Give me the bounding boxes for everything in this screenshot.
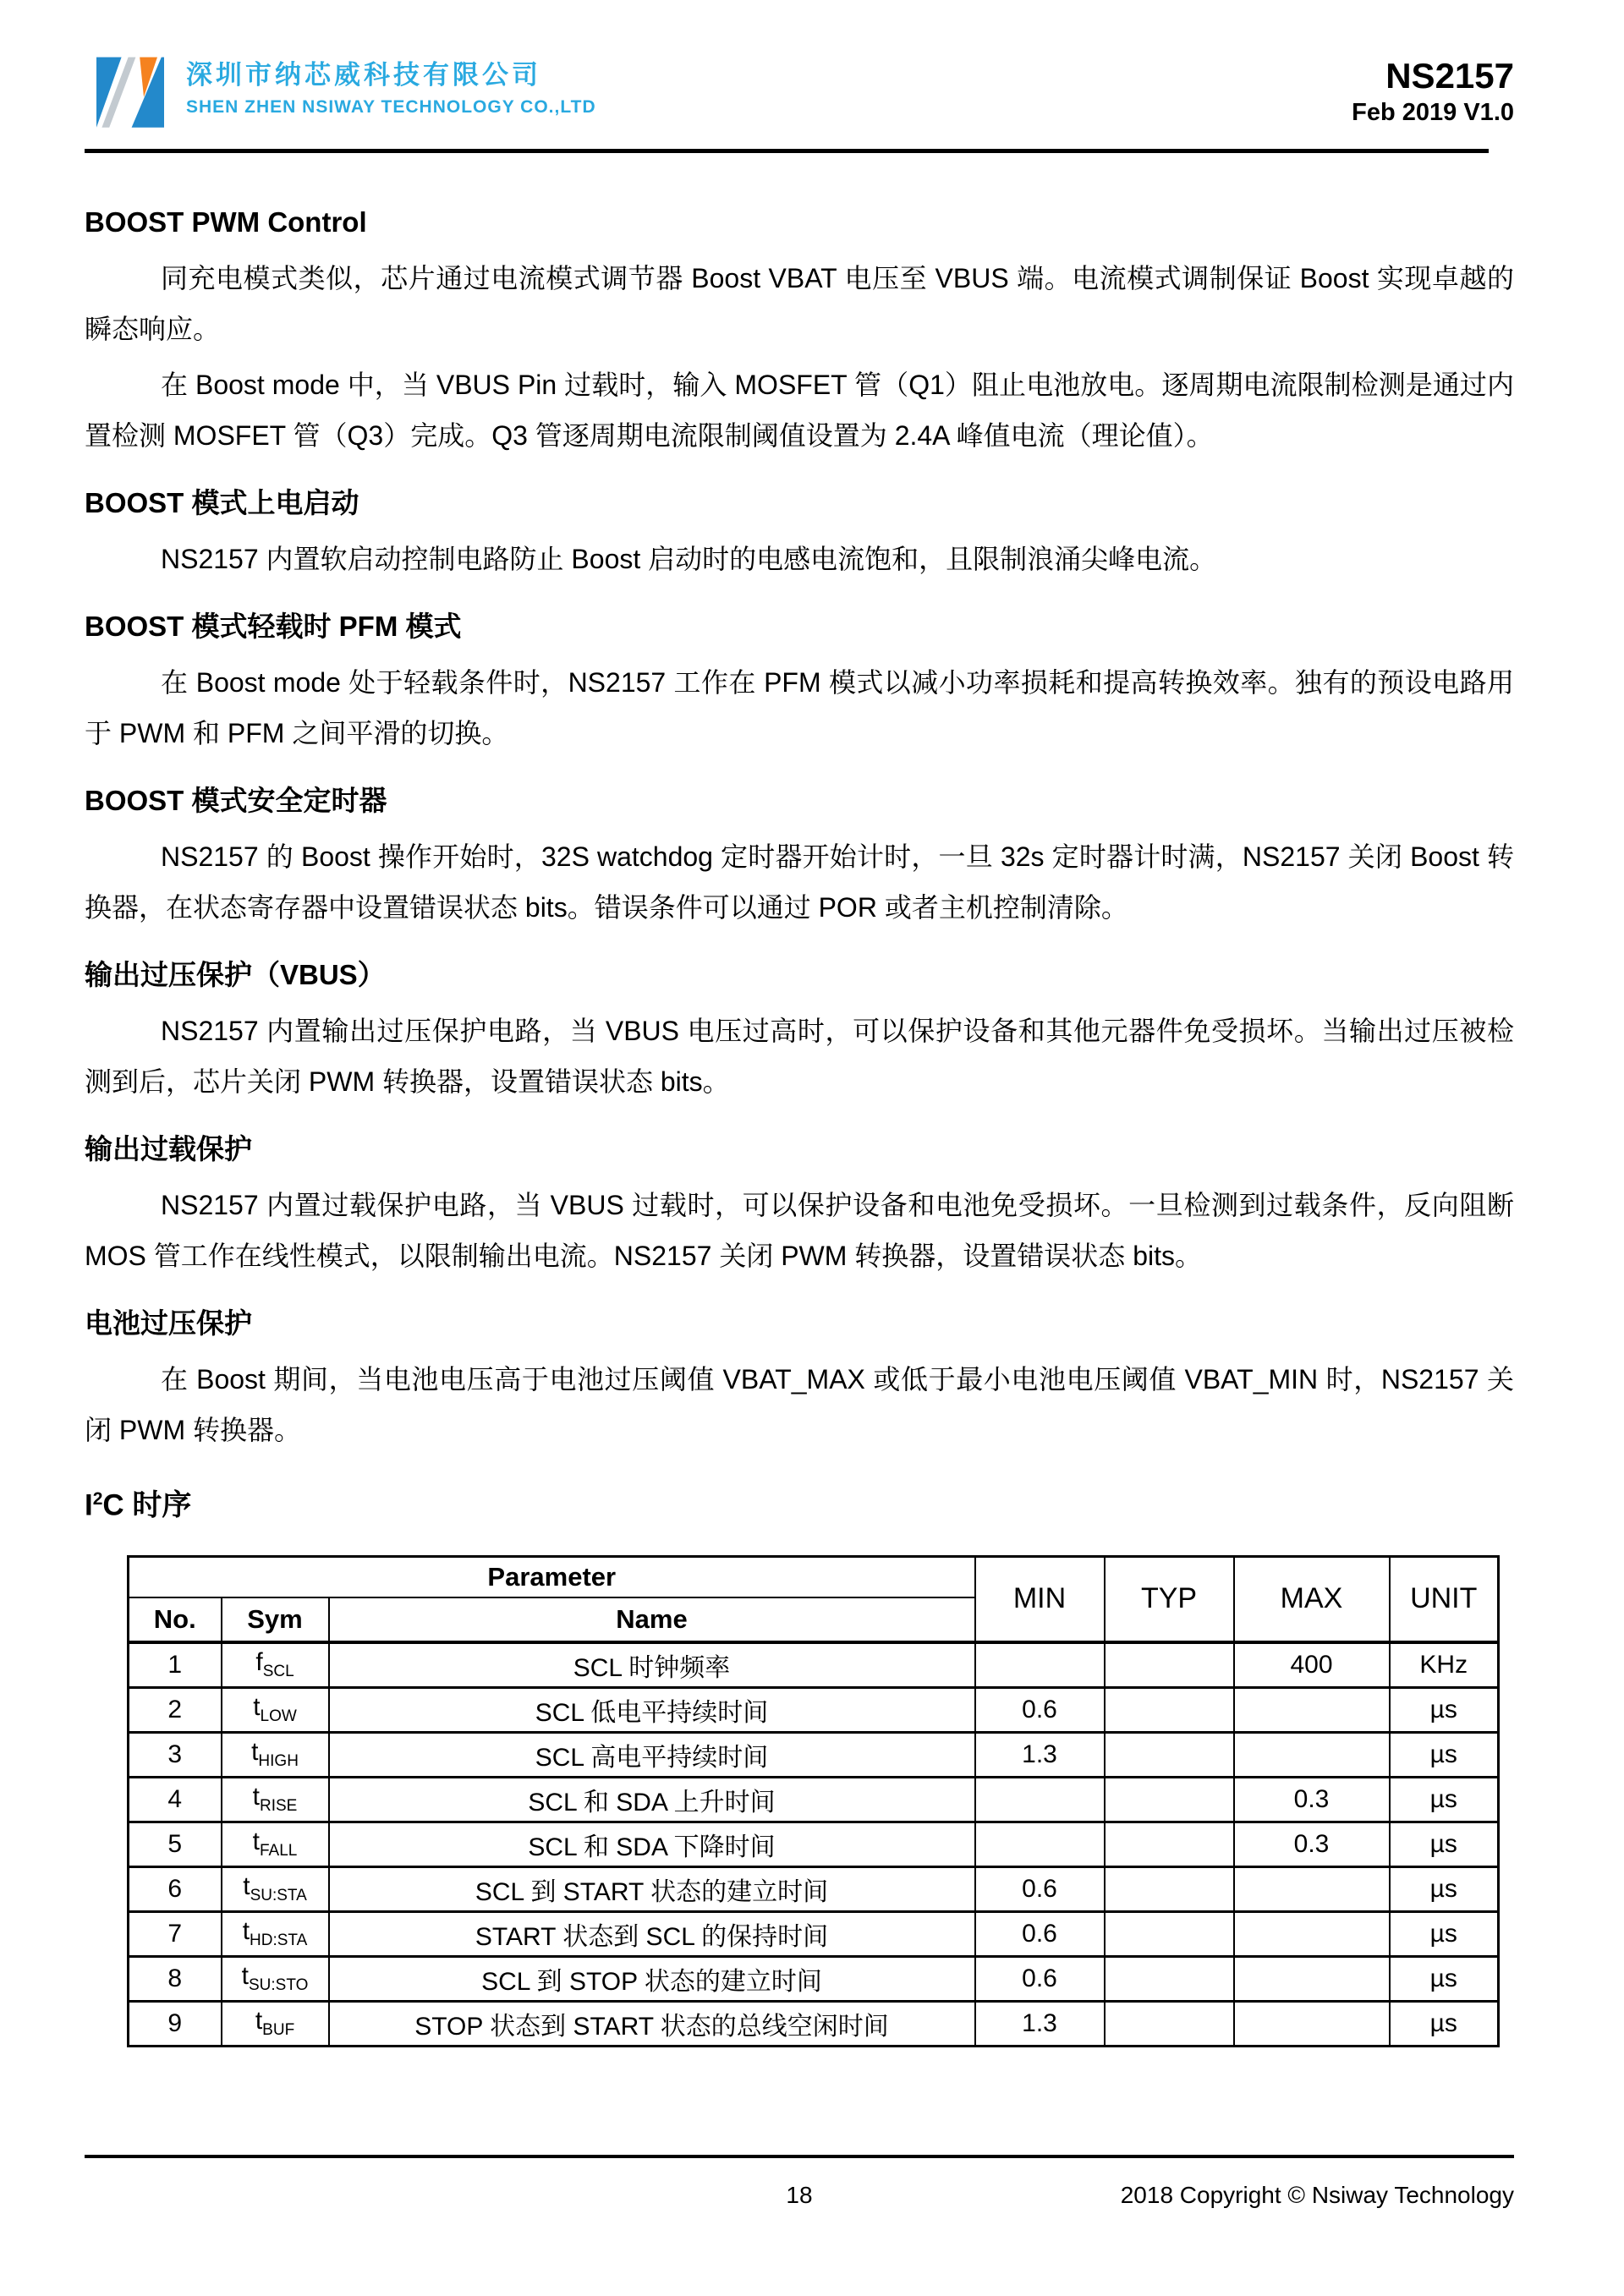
- col-header-unit: UNIT: [1390, 1556, 1499, 1642]
- cell-name: SCL 时钟频率: [329, 1642, 975, 1688]
- cell-name: STOP 状态到 START 状态的总线空闲时间: [329, 2001, 975, 2046]
- cell-no: 8: [129, 1956, 222, 2001]
- cell-unit: µs: [1390, 1956, 1499, 2001]
- section-heading: BOOST 模式安全定时器: [85, 785, 387, 816]
- i2c-heading-sup: 2: [92, 1489, 103, 1509]
- cell-unit: µs: [1390, 1822, 1499, 1866]
- cell-name: SCL 高电平持续时间: [329, 1732, 975, 1777]
- section-paragraph: 同充电模式类似，芯片通过电流模式调节器 Boost VBAT 电压至 VBUS 端。电流模式调制保证 Boost 实现卓越的瞬态响应。: [85, 263, 1514, 344]
- revision-date: Feb 2019 V1.0: [1352, 99, 1514, 126]
- table-row: [129, 1777, 1499, 1822]
- company-name-en: SHEN ZHEN NSIWAY TECHNOLOGY CO.,LTD: [186, 97, 596, 117]
- cell-min: 0.6: [975, 1866, 1105, 1911]
- company-logo-icon: [96, 54, 164, 132]
- col-header-no: No.: [129, 1597, 222, 1642]
- table-row: [129, 1956, 1499, 2001]
- col-header-sym: Sym: [222, 1597, 329, 1642]
- cell-min: [975, 1822, 1105, 1866]
- cell-sym: [222, 1687, 329, 1732]
- company-name-cn: 深圳市纳芯威科技有限公司: [186, 60, 541, 90]
- cell-max: [1234, 1956, 1390, 2001]
- section-boost-pwm-control: [85, 205, 1514, 461]
- cell-typ: [1105, 1642, 1234, 1688]
- table-header: [129, 1556, 1499, 1642]
- cell-name: SCL 和 SDA 下降时间: [329, 1822, 975, 1866]
- footer-divider: [85, 2155, 1514, 2158]
- sym-subscript: HIGH: [258, 1752, 299, 1771]
- cell-min: 0.6: [975, 1687, 1105, 1732]
- cell-unit: µs: [1390, 1687, 1499, 1732]
- cell-name: SCL 和 SDA 上升时间: [329, 1777, 975, 1822]
- cell-min: 1.3: [975, 1732, 1105, 1777]
- table-row: [129, 1866, 1499, 1911]
- section-heading: BOOST PWM Control: [85, 206, 367, 238]
- cell-no: 7: [129, 1911, 222, 1956]
- section-paragraph: 在 Boost 期间，当电池电压高于电池过压阈值 VBAT_MAX 或低于最小电池电压阈值 VBAT_MIN 时，NS2157 关闭 PWM 转换器。: [85, 1364, 1514, 1445]
- sym-base: t: [252, 1783, 260, 1811]
- cell-typ: [1105, 1732, 1234, 1777]
- cell-unit: µs: [1390, 1911, 1499, 1956]
- cell-name: SCL 到 STOP 状态的建立时间: [329, 1956, 975, 2001]
- sym-subscript: LOW: [260, 1707, 297, 1726]
- page-header: [85, 54, 1514, 132]
- section-boost-pfm: [85, 610, 1514, 759]
- page-number: 18: [786, 2182, 813, 2208]
- section-boost-power-on: [85, 486, 1514, 584]
- cell-unit: µs: [1390, 1732, 1499, 1777]
- cell-sym: [222, 1956, 329, 2001]
- sym-base: t: [255, 2007, 263, 2036]
- cell-no: 5: [129, 1822, 222, 1866]
- cell-typ: [1105, 2001, 1234, 2046]
- i2c-heading-base: I: [85, 1488, 93, 1522]
- cell-no: 9: [129, 2001, 222, 2046]
- cell-sym: [222, 1777, 329, 1822]
- section-heading: 输出过压保护（VBUS）: [85, 959, 386, 990]
- col-header-max: MAX: [1234, 1556, 1390, 1642]
- section-heading: 输出过载保护: [85, 1133, 252, 1164]
- cell-max: [1234, 1687, 1390, 1732]
- cell-name: SCL 到 START 状态的建立时间: [329, 1866, 975, 1911]
- i2c-heading-rest: C 时序: [102, 1488, 192, 1522]
- cell-min: 1.3: [975, 2001, 1105, 2046]
- col-header-typ: TYP: [1105, 1556, 1234, 1642]
- sym-base: t: [251, 1738, 259, 1767]
- sym-subscript: SCL: [262, 1663, 294, 1681]
- sym-base: f: [255, 1648, 263, 1677]
- cell-sym: [222, 1822, 329, 1866]
- cell-typ: [1105, 1687, 1234, 1732]
- cell-name: SCL 低电平持续时间: [329, 1687, 975, 1732]
- i2c-timing-heading: [85, 1481, 1514, 1525]
- section-heading: BOOST 模式上电启动: [85, 487, 359, 518]
- section-heading: 电池过压保护: [85, 1307, 252, 1339]
- cell-sym: [222, 1642, 329, 1688]
- table-row: [129, 1687, 1499, 1732]
- section-paragraph: NS2157 内置软启动控制电路防止 Boost 启动时的电感电流饱和，且限制浪涌尖峰电流。: [161, 544, 1217, 574]
- table-row: [129, 1732, 1499, 1777]
- cell-min: 0.6: [975, 1911, 1105, 1956]
- cell-sym: [222, 1911, 329, 1956]
- table-row: [129, 1642, 1499, 1688]
- cell-max: [1234, 1911, 1390, 1956]
- cell-typ: [1105, 1866, 1234, 1911]
- sym-base: t: [241, 1962, 249, 1991]
- cell-unit: µs: [1390, 1866, 1499, 1911]
- cell-min: [975, 1642, 1105, 1688]
- cell-no: 2: [129, 1687, 222, 1732]
- table-row: [129, 1822, 1499, 1866]
- sym-subscript: RISE: [259, 1797, 298, 1816]
- sym-subscript: BUF: [262, 2021, 295, 2040]
- cell-sym: [222, 1732, 329, 1777]
- cell-min: [975, 1777, 1105, 1822]
- cell-sym: [222, 2001, 329, 2046]
- cell-typ: [1105, 1911, 1234, 1956]
- cell-no: 1: [129, 1642, 222, 1688]
- section-paragraph: NS2157 内置过载保护电路，当 VBUS 过载时，可以保护设备和电池免受损坏。一旦检测到过载条件，反向阻断 MOS 管工作在线性模式，以限制输出电流。NS2157 关闭 PWM 转换器，设置错误状态 bits。: [85, 1190, 1514, 1271]
- cell-max: [1234, 1732, 1390, 1777]
- section-battery-ovp: [85, 1307, 1514, 1455]
- section-boost-safety-timer: [85, 784, 1514, 933]
- section-output-overload: [85, 1132, 1514, 1281]
- sym-subscript: SU:STA: [250, 1887, 307, 1905]
- section-output-ovp: [85, 958, 1514, 1107]
- brand-block: [85, 54, 596, 132]
- section-paragraph: NS2157 内置输出过压保护电路，当 VBUS 电压过高时，可以保护设备和其他元器件免受损坏。当输出过压被检测到后，芯片关闭 PWM 转换器，设置错误状态 bits。: [85, 1016, 1514, 1097]
- cell-typ: [1105, 1956, 1234, 2001]
- part-number: NS2157: [1385, 56, 1514, 96]
- document-id-block: [1352, 54, 1514, 129]
- page-content: [85, 153, 1514, 2047]
- table-row: [129, 1911, 1499, 1956]
- sym-subscript: HD:STA: [250, 1932, 308, 1950]
- cell-typ: [1105, 1822, 1234, 1866]
- cell-max: 0.3: [1234, 1777, 1390, 1822]
- cell-sym: [222, 1866, 329, 1911]
- col-header-parameter: Parameter: [129, 1556, 975, 1597]
- col-header-name: Name: [329, 1597, 975, 1642]
- cell-min: 0.6: [975, 1956, 1105, 2001]
- cell-max: 0.3: [1234, 1822, 1390, 1866]
- cell-max: [1234, 1866, 1390, 1911]
- cell-no: 4: [129, 1777, 222, 1822]
- sym-base: t: [253, 1693, 261, 1722]
- table-row: [129, 2001, 1499, 2046]
- sym-base: t: [243, 1872, 250, 1901]
- cell-max: 400: [1234, 1642, 1390, 1688]
- section-paragraph: 在 Boost mode 中，当 VBUS Pin 过载时，输入 MOSFET 管（Q1）阻止电池放电。逐周期电流限制检测是通过内置检测 MOSFET 管（Q3）完成。Q3 管逐周期电流限制阈值设置为 2.4A 峰值电流（理论值）。: [85, 370, 1514, 451]
- sym-base: t: [252, 1827, 260, 1856]
- cell-max: [1234, 2001, 1390, 2046]
- i2c-timing-table: [127, 1555, 1500, 2047]
- cell-no: 3: [129, 1732, 222, 1777]
- cell-unit: µs: [1390, 2001, 1499, 2046]
- cell-typ: [1105, 1777, 1234, 1822]
- section-paragraph: NS2157 的 Boost 操作开始时，32S watchdog 定时器开始计时，一旦 32s 定时器计时满，NS2157 关闭 Boost 转换器，在状态寄存器中设置错误状态 bits。错误条件可以通过 POR 或者主机控制清除。: [85, 841, 1514, 923]
- sym-base: t: [242, 1917, 250, 1946]
- section-heading: BOOST 模式轻载时 PFM 模式: [85, 611, 462, 642]
- cell-unit: µs: [1390, 1777, 1499, 1822]
- cell-no: 6: [129, 1866, 222, 1911]
- brand-text: [186, 54, 596, 120]
- col-header-min: MIN: [975, 1556, 1105, 1642]
- sym-subscript: SU:STO: [248, 1976, 309, 1995]
- cell-name: START 状态到 SCL 的保持时间: [329, 1911, 975, 1956]
- copyright-notice: 2018 Copyright © Nsiway Technology: [1120, 2182, 1514, 2208]
- section-paragraph: 在 Boost mode 处于轻载条件时，NS2157 工作在 PFM 模式以减小功率损耗和提高转换效率。独有的预设电路用于 PWM 和 PFM 之间平滑的切换。: [85, 667, 1514, 748]
- cell-unit: KHz: [1390, 1642, 1499, 1688]
- sym-subscript: FALL: [259, 1842, 298, 1860]
